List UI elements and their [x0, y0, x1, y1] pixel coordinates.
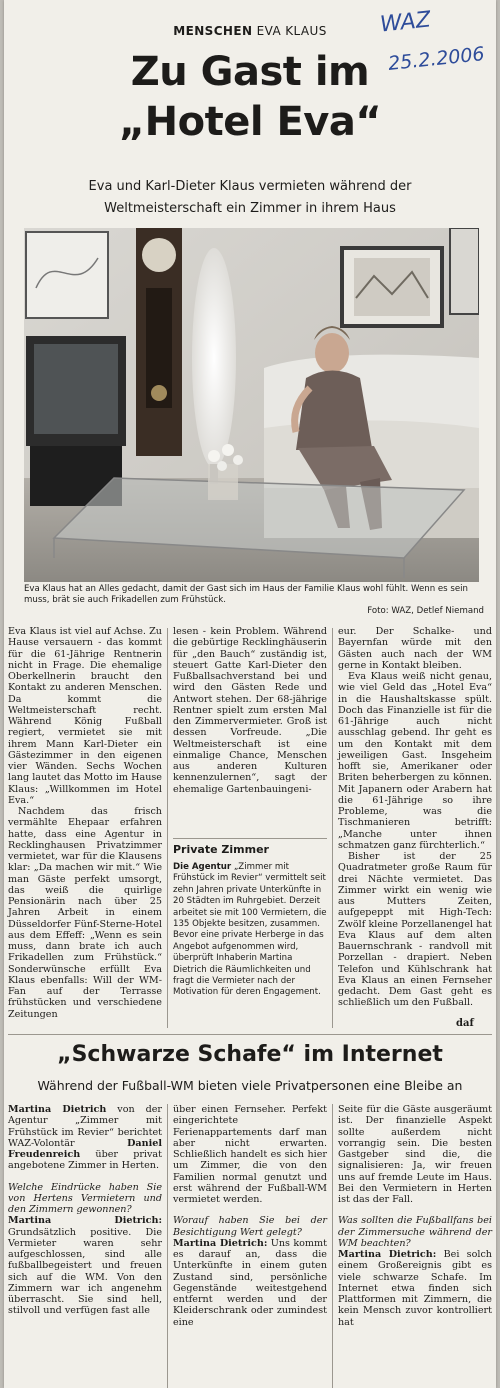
- answer-text: Grundsätzlich positive. Die Vermieter waren sehr aufgeschlossen, sind alle fußballbegeistert und freuen sich auf die WM. Von den Zimmern war ich angenehm überrascht. Sie sind hell, stilvoll und verfügen fast alle: [8, 1226, 162, 1317]
- photo-caption-block: [24, 584, 484, 617]
- handwritten-source-note: WAZ: [378, 7, 432, 38]
- info-box-text: „Zimmer mit Frühstück im Revier“ vermittelt seit zehn Jahren private Unterkünfte in 20 Städten im Ruhrgebiet. Derzeit arbeitet sie mit 100 Vermietern, die 135 Objekte besitzen, zusammen. Bevor eine private Herberge in das Angebot aufgenommen wird, überprüft Inhaberin Martina Dietrich die Räumlichkeiten und fragt die Vermieter nach der Motivation für deren Engagement.: [173, 862, 327, 998]
- article1-paragraph: eur. Der Schalke- und Bayernfan würde mit den Gästen auch nach der WM gerne in Kontakt bleiben.: [338, 626, 492, 671]
- interview-intro: [8, 1104, 162, 1172]
- interview-answer: [8, 1215, 162, 1316]
- handwritten-date-note: 25.2.2006: [387, 43, 486, 75]
- article2-column-1: [8, 1104, 162, 1317]
- article2-column-2: [173, 1104, 327, 1328]
- answer-text: Uns kommt es darauf an, dass die Unterkünfte in einem guten Zustand sind, persönliche Gegenstände weitestgehend entfernt werden und der Kleiderschrank oder zumindest eine: [173, 1237, 327, 1328]
- photo-eva-klaus-living-room: [24, 228, 479, 582]
- interview-intro-end: über privat angebotene Zimmer in Herten.: [8, 1149, 162, 1172]
- interviewer-name: Daniel Freudenreich: [8, 1137, 162, 1160]
- info-box-rule: [173, 838, 327, 839]
- photo-caption: Eva Klaus hat an Alles gedacht, damit der Gast sich im Haus der Familie Klaus wohl fühlt. Wenn es sein muss, brät sie auch Frikadellen zum Frühstück.: [24, 584, 468, 605]
- article1-paragraph: Nachdem das frisch vermählte Ehepaar erfahren hatte, dass eine Agentur in Recklinghausen Privatzimmer vermietet, war für die Klausens klar: „Da machen wir mit.“ Wie man Gäste perfekt umsorgt, das weiß die quirlige Pensionärin nach über 25 Jahren Arbeit in einem Düsseldorfer Fünf-Sterne-Hotel aus dem Effeff: „Wenn es sein muss, dann brate ich auch Frikadellen zum Frühstück.“ Sonderwünsche erfüllt Eva Klaus ebenfalls: Will der WM-Fan auf der Terrasse frühstücken und verschiedene Zeitungen: [8, 806, 162, 1020]
- interview-question: Worauf haben Sie bei der Besichtigung Wert gelegt?: [173, 1215, 327, 1238]
- article2-column-3: [338, 1104, 492, 1328]
- interview-question: Welche Eindrücke haben Sie von Hertens Vermietern und den Zimmern gewonnen?: [8, 1181, 162, 1215]
- article1-paragraph: Eva Klaus weiß nicht genau, wie viel Geld das „Hotel Eva“ in die Haushaltskasse spült. Doch das Finanzielle ist für die 61-Jährige auch nicht ausschlag gebend. Ihr geht es um den Kontakt mit dem jeweiligen Gast. Insgeheim hofft sie, Amerikaner oder Briten beherbergen zu können. Mit Japanern oder Arabern hat die 61-Jährige so ihre Probleme, was die Tischmanieren betrifft: „Manche unter ihnen schmatzen ganz fürchterlich.“: [338, 671, 492, 851]
- answer-speaker: Martina Dietrich:: [173, 1237, 268, 1249]
- kicker-person: EVA KLAUS: [256, 24, 327, 38]
- subheadline-line-1: Eva und Karl-Dieter Klaus vermieten während der: [88, 179, 412, 194]
- answer-speaker: Martina Dietrich:: [8, 1215, 162, 1227]
- info-box-private-rooms: [173, 838, 327, 999]
- subheadline-line-2: Weltmeisterschaft ein Zimmer in ihrem Haus: [104, 201, 396, 216]
- section-kicker: [4, 24, 496, 38]
- column-divider: [332, 1104, 333, 1388]
- headline-line-2: „Hotel Eva“: [118, 99, 382, 145]
- info-box-title: Private Zimmer: [173, 843, 269, 856]
- author-initials: daf: [456, 1018, 474, 1029]
- answer-speaker: Martina Dietrich:: [338, 1249, 437, 1260]
- article1-column-3: [338, 626, 492, 1009]
- interview-answer: [173, 1238, 327, 1328]
- info-box-text-block: [173, 862, 327, 999]
- article1-paragraph: Eva Klaus ist viel auf Achse. Zu Hause versauern - das kommt für die 61-Jährige Rentnerin nicht in Frage. Die ehemalige Oberkellnerin braucht den Kontakt zu anderen Menschen. Da kommt die Weltmeisterschaft recht. Während König Fußball regiert, vermietet sie mit ihrem Mann Karl-Dieter ein Gästezimmer in den eigenen vier Wänden. Sechs Wochen lang lautet das Motto im Hause Klaus: „Willkommen im Hotel Eva.“: [8, 626, 162, 806]
- newspaper-clipping: [4, 0, 496, 1388]
- answer-continued: über einen Fernseher. Perfekt eingerichtete Ferienappartements darf man aber nicht erwarten. Schließlich handelt es sich hier um Zimmer, die von den Familien normal genutzt und erst während der Fußball-WM vermietet werden.: [173, 1104, 327, 1205]
- article1-column-2: [173, 626, 327, 795]
- article-separator: [8, 1034, 492, 1035]
- interviewee-name: Martina Dietrich: [8, 1104, 107, 1115]
- article1-column-1: [8, 626, 162, 1020]
- info-box-lead: Die Agentur: [173, 862, 232, 872]
- headline-line-1: Zu Gast im: [130, 49, 370, 95]
- column-divider: [167, 628, 168, 1028]
- interview-question: Was sollten die Fußballfans bei der Zimmersuche während der WM beachten?: [338, 1215, 492, 1249]
- article-photo: [24, 228, 479, 582]
- interview-intro-text: von der Agentur „Zimmer mit Frühstück im Revier“ berichtet WAZ-Volontär: [8, 1104, 162, 1149]
- article1-paragraph: lesen - kein Problem. Während die gebürtige Recklinghäuserin für „den Bauch“ zuständig ist, steuert Gatte Karl-Dieter den Fußballsachverstand bei und wird den Gästen Rede und Antwort stehen. Der 68-jährige Rentner spielt zum ersten Mal den Zimmervermieter. Groß ist dessen Vorfreude. „Die Weltmeisterschaft ist eine einmalige Chance, Menschen aus anderen Kulturen kennenzulernen“, sagt der ehemalige Gartenbauingeni-: [173, 626, 327, 795]
- photo-credit: Foto: WAZ, Detlef Niemand: [367, 606, 484, 616]
- answer-text: Bei solch einem Großereignis gibt es viele schwarze Schafe. Im Internet etwa finden sich Plattformen mit Zimmern, die kein Mensch zuvor kontrolliert hat: [338, 1249, 492, 1328]
- interview-answer: [338, 1249, 492, 1328]
- article2-subheadline: Während der Fußball-WM bieten viele Privatpersonen eine Bleibe an: [37, 1078, 463, 1093]
- article1-paragraph: Bisher ist der 25 Quadratmeter große Raum für drei Nächte vermietet. Das Zimmer wirkt ein wenig wie aus Mutters Zeiten, aufgepeppt mit High-Tech: Zwölf kleine Porzellanengel hat Eva Klaus auf dem alten Bauernschrank - randvoll mit Porzellan - drapiert. Neben Telefon und Kühlschrank hat Eva Klaus an einen Fernseher gedacht. Dem Gast geht es schließlich um den Fußball.: [338, 851, 492, 1009]
- column-divider: [167, 1104, 168, 1388]
- article2-headline: „Schwarze Schafe“ im Internet: [57, 1042, 443, 1067]
- kicker-section: MENSCHEN: [173, 24, 253, 38]
- column-divider: [332, 628, 333, 1028]
- answer-continued: Seite für die Gäste ausgeräumt ist. Der finanzielle Aspekt sollte außerdem nicht vorrangig sein. Die besten Gastgeber sind die, die signalisieren: Ja, wir freuen uns auf fremde Leute im Haus. Bei den Vermietern in Herten ist das der Fall.: [338, 1104, 492, 1205]
